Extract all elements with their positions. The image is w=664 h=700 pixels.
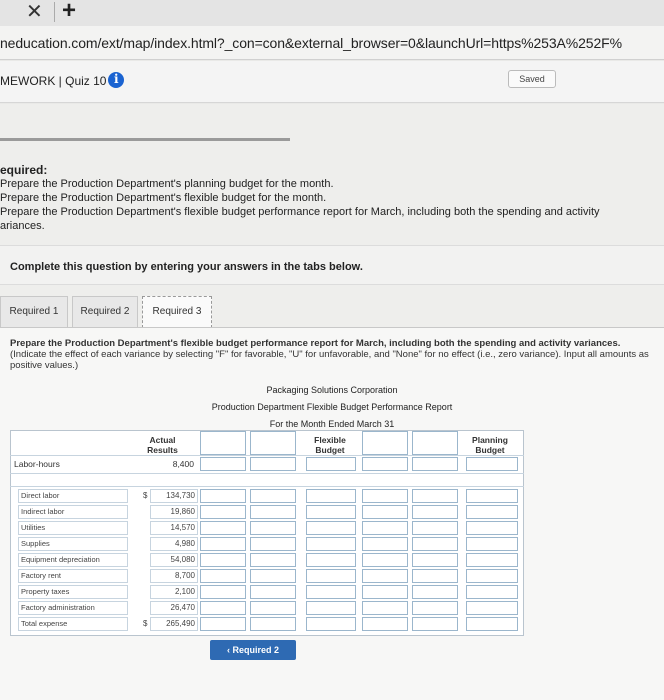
browser-tab-bar [0,0,664,26]
variance-input[interactable] [362,617,408,631]
requirement-line: ariances. [0,220,45,232]
planning-budget-input[interactable] [466,585,518,599]
quiz-title: MEWORK | Quiz 10 [0,74,107,88]
variance-select[interactable] [250,505,296,519]
expense-label: Factory administration [18,601,128,615]
variance-input[interactable] [362,537,408,551]
variance-input[interactable] [200,553,246,567]
flexible-budget-input[interactable] [306,521,356,535]
previous-required-button[interactable] [210,640,296,660]
variance-select[interactable] [250,569,296,583]
variance-input[interactable] [200,537,246,551]
requirements-title: equired: [0,163,48,177]
requirement-line: Prepare the Production Department's planning budget for the month. [0,178,334,190]
instructions-bar [0,245,664,285]
variance-select[interactable] [412,521,458,535]
variance-input[interactable] [200,569,246,583]
flexible-budget-input[interactable] [306,553,356,567]
variance-input[interactable] [200,521,246,535]
flexible-budget-input[interactable] [306,537,356,551]
variance-select[interactable] [412,505,458,519]
grid-line [10,473,524,474]
expense-label: Direct labor [18,489,128,503]
variance-select[interactable] [250,617,296,631]
report-period: For the Month Ended March 31 [269,419,395,429]
variance-input[interactable] [362,489,408,503]
requirement-line: Prepare the Production Department's flexible budget for the month. [0,192,327,204]
actual-value: 54,080 [150,553,198,567]
flexible-budget-input[interactable] [306,489,356,503]
expense-label: Total expense [18,617,128,631]
header-variance-cell[interactable] [362,431,408,455]
flexible-budget-input[interactable] [306,569,356,583]
variance-select[interactable] [250,521,296,535]
panel-description-rest: (Indicate the effect of each variance by selecting "F" for favorable, "U" for unfavorable, and "None" for no effect (i.e., zero variance). Input all amounts as positive values.) [10,349,649,371]
actual-value: 8,700 [150,569,198,583]
variance-select[interactable] [412,617,458,631]
tab-required-2[interactable]: Required 2 [72,296,138,328]
actual-value: 2,100 [150,585,198,599]
variance-select[interactable] [250,601,296,615]
header-variance-cell[interactable] [250,431,296,455]
labor-variance-input[interactable] [200,457,246,471]
labor-variance-input[interactable] [250,457,296,471]
labor-variance-input[interactable] [412,457,458,471]
report-title: Production Department Flexible Budget Performance Report [211,402,453,412]
grid-line [10,455,524,456]
actual-value: 134,730 [150,489,198,503]
dollar-sign: $ [143,619,148,628]
new-tab-plus-icon[interactable]: + [62,0,77,24]
variance-select[interactable] [412,489,458,503]
variance-select[interactable] [412,553,458,567]
actual-value: 26,470 [150,601,198,615]
col-header-planning: Planning Budget [472,435,508,455]
variance-select[interactable] [412,537,458,551]
labor-hours-label: Labor-hours [14,459,60,469]
saved-badge: Saved [508,70,556,88]
variance-input[interactable] [200,585,246,599]
planning-budget-input[interactable] [466,601,518,615]
expense-label: Supplies [18,537,128,551]
instructions-text: Complete this question by entering your answers in the tabs below. [10,261,363,273]
variance-input[interactable] [362,505,408,519]
variance-input[interactable] [362,521,408,535]
labor-hours-actual: 8,400 [172,459,194,469]
actual-value: 265,490 [150,617,198,631]
variance-select[interactable] [412,601,458,615]
expense-label: Factory rent [18,569,128,583]
variance-select[interactable] [250,585,296,599]
col-header-actual: Actual Results [147,435,178,455]
variance-input[interactable] [362,569,408,583]
planning-budget-input[interactable] [466,521,518,535]
flexible-budget-input[interactable] [306,617,356,631]
variance-select[interactable] [412,585,458,599]
actual-value: 4,980 [150,537,198,551]
grid-line [10,486,524,487]
planning-budget-input[interactable] [466,617,518,631]
flexible-budget-input[interactable] [306,585,356,599]
variance-input[interactable] [362,585,408,599]
header-variance-cell[interactable] [200,431,246,455]
close-tab-icon[interactable]: ✕ [26,1,43,23]
planning-budget-input[interactable] [466,537,518,551]
address-bar[interactable] [0,26,664,60]
panel-description [10,338,650,371]
info-icon[interactable] [108,72,124,88]
header-variance-cell[interactable] [412,431,458,455]
flexible-budget-input[interactable] [306,505,356,519]
expense-label: Equipment depreciation [18,553,128,567]
labor-variance-input[interactable] [362,457,408,471]
requirements-block [0,163,664,233]
variance-input[interactable] [200,617,246,631]
quiz-header [0,61,664,103]
expense-label: Property taxes [18,585,128,599]
tab-required-3[interactable]: Required 3 [142,296,212,328]
tab-required-1[interactable]: Required 1 [0,296,68,328]
requirement-line: Prepare the Production Department's flexible budget performance report for March, including both the spending and activity [0,206,600,218]
flexible-budget-input[interactable] [306,601,356,615]
variance-select[interactable] [250,489,296,503]
planning-budget-input[interactable] [466,489,518,503]
variance-select[interactable] [412,569,458,583]
variance-input[interactable] [362,601,408,615]
planning-budget-input[interactable] [466,505,518,519]
labor-flexible-input[interactable] [306,457,356,471]
actual-value: 19,860 [150,505,198,519]
dollar-sign: $ [143,491,148,500]
variance-select[interactable] [250,553,296,567]
expense-label: Utilities [18,521,128,535]
variance-input[interactable] [362,553,408,567]
url-text[interactable]: neducation.com/ext/map/index.html?_con=con&external_browser=0&launchUrl=https%253A%252F% [0,35,622,51]
prev-button-label: Required 2 [232,645,279,655]
tab-divider [54,2,55,22]
variance-input[interactable] [200,489,246,503]
variance-select[interactable] [250,537,296,551]
variance-input[interactable] [200,505,246,519]
planning-budget-input[interactable] [466,553,518,567]
variance-input[interactable] [200,601,246,615]
planning-budget-input[interactable] [466,569,518,583]
actual-value: 14,570 [150,521,198,535]
chevron-left-icon: ‹ [226,645,233,655]
progress-line [0,138,290,141]
labor-planning-input[interactable] [466,457,518,471]
panel-description-bold: Prepare the Production Department's flexible budget performance report for March, including both the spending and activity variances. [10,338,621,349]
col-header-flexible: Flexible Budget [314,435,346,455]
report-company: Packaging Solutions Corporation [266,385,398,395]
requirement-tabs [0,296,664,328]
expense-label: Indirect labor [18,505,128,519]
